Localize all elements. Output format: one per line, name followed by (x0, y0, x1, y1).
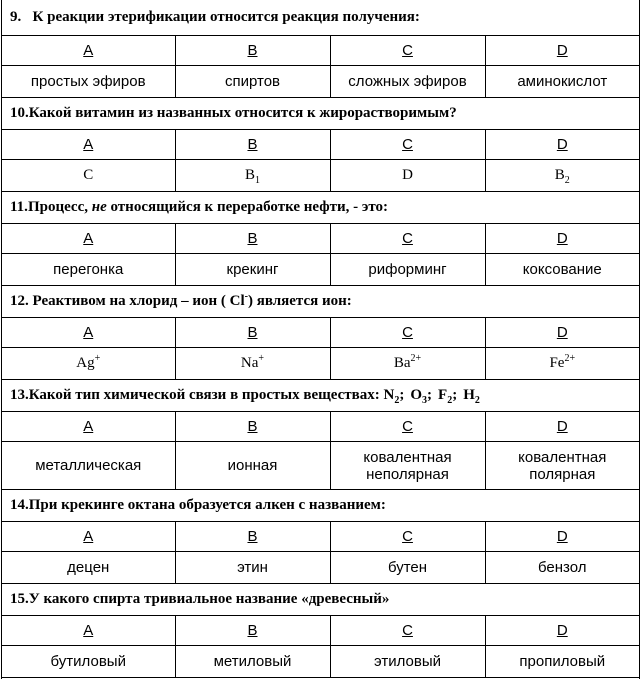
answer-cell: коксование (485, 254, 639, 286)
question-14-letters (2, 522, 639, 552)
question-13-letters (2, 412, 639, 442)
question-11-text: 11.Процесс, не относящийся к переработке нефти, - это: (2, 192, 639, 224)
question-12-row (2, 286, 639, 318)
option-b-label: B (175, 412, 330, 442)
option-d-label: D (485, 224, 639, 254)
answer-cell: этин (175, 552, 330, 584)
answer-cell: пропиловый (485, 646, 639, 678)
answer-cell: простых эфиров (2, 66, 175, 98)
answer-cell: риформинг (330, 254, 485, 286)
question-10-text: 10.Какой витамин из названных относится к жирорастворимым? (2, 98, 639, 130)
option-c-label: C (330, 616, 485, 646)
question-14-row (2, 490, 639, 522)
answer-cell: бутен (330, 552, 485, 584)
option-c-label: C (330, 412, 485, 442)
answer-cell: ковалентная полярная (485, 442, 639, 490)
answer-cell: сложных эфиров (330, 66, 485, 98)
answer-cell: Ag+ (2, 348, 175, 380)
option-d-label: D (485, 36, 639, 66)
question-15-text: 15.У какого спирта тривиальное название «древесный» (2, 584, 639, 616)
option-d-label: D (485, 412, 639, 442)
answer-cell: D (330, 160, 485, 192)
answer-cell: C (2, 160, 175, 192)
option-c-label: C (330, 522, 485, 552)
option-c-label: C (330, 224, 485, 254)
question-12-text: 12. Реактивом на хлорид – ион ( Cl-) является ион: (2, 286, 639, 318)
question-12-letters (2, 318, 639, 348)
answer-cell: бензол (485, 552, 639, 584)
option-a-label: A (2, 36, 175, 66)
option-a-label: A (2, 412, 175, 442)
formula: $F_2$; (438, 387, 458, 406)
answer-cell: ионная (175, 442, 330, 490)
option-b-label: B (175, 318, 330, 348)
answer-cell: Na+ (175, 348, 330, 380)
answer-cell: децен (2, 552, 175, 584)
option-b-label: B (175, 522, 330, 552)
question-15-row (2, 584, 639, 616)
answer-cell: $B_1$ (175, 160, 330, 192)
formula: $O_3$; (410, 387, 433, 406)
option-a-label: A (2, 522, 175, 552)
option-d-label: D (485, 616, 639, 646)
answer-cell: $B_2$ (485, 160, 639, 192)
option-c-label: C (330, 36, 485, 66)
question-11-row (2, 192, 639, 224)
option-d-label: D (485, 318, 639, 348)
option-a-label: A (2, 130, 175, 160)
formula: $N_2$; (383, 387, 405, 406)
answer-cell: $Fe^{2+}$ (485, 348, 639, 380)
option-b-label: B (175, 130, 330, 160)
answer-cell: этиловый (330, 646, 485, 678)
question-12-answers (2, 348, 639, 380)
quiz-table (2, 0, 639, 678)
question-9-answers (2, 66, 639, 98)
option-d-label: D (485, 130, 639, 160)
option-a-label: A (2, 224, 175, 254)
answer-cell: крекинг (175, 254, 330, 286)
question-11-letters (2, 224, 639, 254)
question-15-letters (2, 616, 639, 646)
quiz-sheet (1, 0, 640, 679)
answer-cell: ковалентная неполярная (330, 442, 485, 490)
answer-cell: аминокислот (485, 66, 639, 98)
question-9-row (2, 0, 639, 36)
question-14-answers (2, 552, 639, 584)
question-10-answers (2, 160, 639, 192)
question-13-row (2, 380, 639, 412)
question-9-text: 9. К реакции этерификации относится реакция получения: (2, 0, 639, 36)
question-14-text: 14.При крекинге октана образуется алкен с названием: (2, 490, 639, 522)
option-b-label: B (175, 224, 330, 254)
question-9-letters (2, 36, 639, 66)
question-15-answers (2, 646, 639, 678)
option-b-label: B (175, 616, 330, 646)
question-10-letters (2, 130, 639, 160)
question-11-answers (2, 254, 639, 286)
answer-cell: металлическая (2, 442, 175, 490)
option-c-label: C (330, 130, 485, 160)
formula: $H_2$ (463, 387, 480, 406)
option-a-label: A (2, 318, 175, 348)
answer-cell: спиртов (175, 66, 330, 98)
option-c-label: C (330, 318, 485, 348)
answer-cell: бутиловый (2, 646, 175, 678)
question-13-answers (2, 442, 639, 490)
option-b-label: B (175, 36, 330, 66)
question-13-text: 13.Какой тип химической связи в простых веществах: $N_2$; $O_3$; $F_2$; $H_2$ (2, 380, 639, 412)
answer-cell: перегонка (2, 254, 175, 286)
option-d-label: D (485, 522, 639, 552)
option-a-label: A (2, 616, 175, 646)
answer-cell: $Ba^{2+}$ (330, 348, 485, 380)
answer-cell: метиловый (175, 646, 330, 678)
question-10-row (2, 98, 639, 130)
